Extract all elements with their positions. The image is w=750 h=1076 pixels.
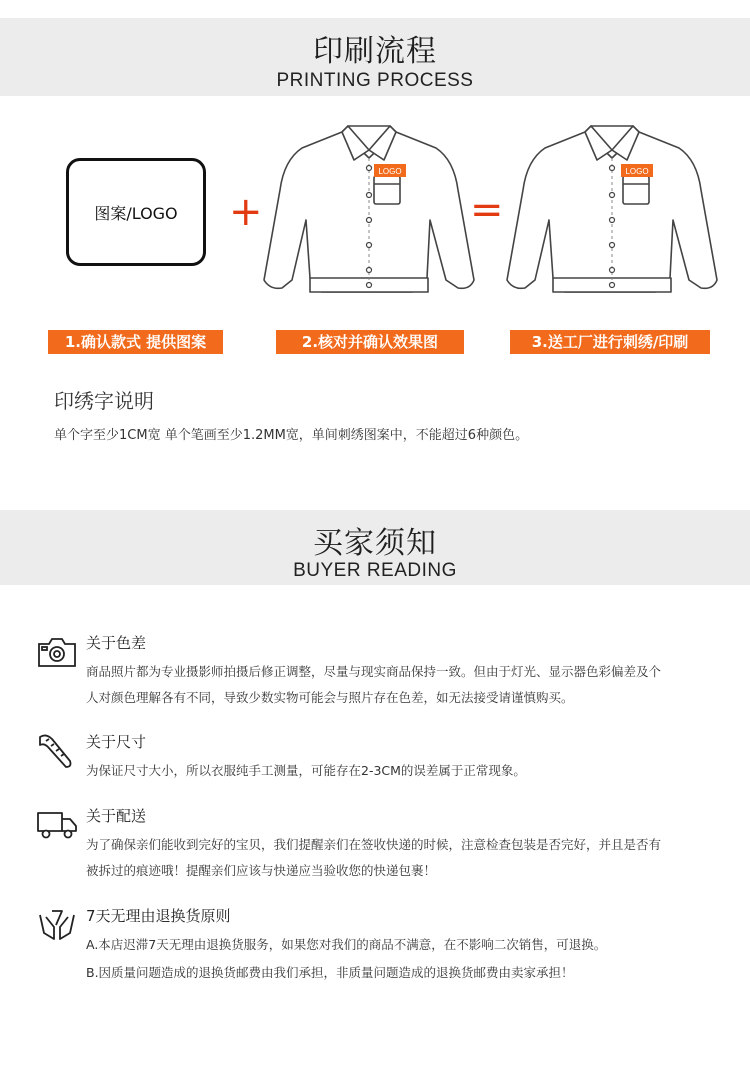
notice-title: 关于尺寸 [86, 733, 147, 751]
notice-text: 为了确保亲们能收到完好的宝贝，我们提醒亲们在签收快递的时候，注意检查包装是否完好，并且是否有 [86, 837, 662, 852]
section-title-en: PRINTING PROCESS [276, 70, 474, 91]
embroidery-note-title: 印绣字说明 [54, 389, 154, 413]
step-confirm-style: 1.确认款式 提供图案 [48, 330, 223, 354]
notice-text: A.本店迟滞7天无理由退换货服务，如果您对我们的商品不满意，在不影响二次销售，可退换。 [86, 937, 607, 952]
logo-patch-label: LOGO [378, 167, 402, 176]
equals-symbol: = [470, 187, 504, 233]
logo-patch-label: LOGO [625, 167, 649, 176]
embroidery-note-text: 单个字至少1CM宽 单个笔画至少1.2MM宽，单间刺绣图案中，不能超过6种颜色。 [54, 428, 529, 443]
shirt-result-icon [505, 120, 720, 302]
notice-title: 关于色差 [86, 634, 147, 652]
section-title-cn: 买家须知 [313, 526, 437, 561]
shirt-icon [262, 120, 477, 302]
notice-text: 为保证尺寸大小，所以衣服纯手工测量，可能存在2-3CM的误差属于正常现象。 [86, 763, 526, 778]
pattern-logo-label: 图案/LOGO [94, 203, 178, 223]
notice-title: 关于配送 [86, 807, 147, 825]
camera-icon [36, 632, 78, 672]
seven-day-return-icon [36, 905, 78, 945]
tape-measure-icon [36, 731, 78, 771]
notice-text: 商品照片都为专业摄影师拍摄后修正调整，尽量与现实商品保持一致。但由于灯光、显示器色彩偏差及个 [86, 664, 662, 679]
notice-text: B.因质量问题造成的退换货邮费由我们承担，非质量问题造成的退换货邮费由卖家承担！ [86, 965, 574, 980]
pattern-logo-box [66, 158, 206, 266]
step-send-factory: 3.送工厂进行刺绣/印刷 [510, 330, 710, 354]
section-title-en: BUYER READING [293, 560, 457, 581]
printing-process-header [0, 18, 750, 96]
notice-title: 7天无理由退换货原则 [86, 907, 231, 925]
plus-symbol: + [229, 189, 263, 235]
section-title-cn: 印刷流程 [313, 34, 437, 69]
notice-text: 人对颜色理解各有不同，导致少数实物可能会与照片存在色差，如无法接受请谨慎购买。 [86, 690, 574, 705]
buyer-reading-header [0, 510, 750, 585]
notice-text: 被拆过的痕迹哦！提醒亲们应该与快递应当验收您的快递包裹！ [86, 863, 437, 878]
step-check-preview: 2.核对并确认效果图 [276, 330, 464, 354]
delivery-truck-icon [36, 805, 78, 845]
